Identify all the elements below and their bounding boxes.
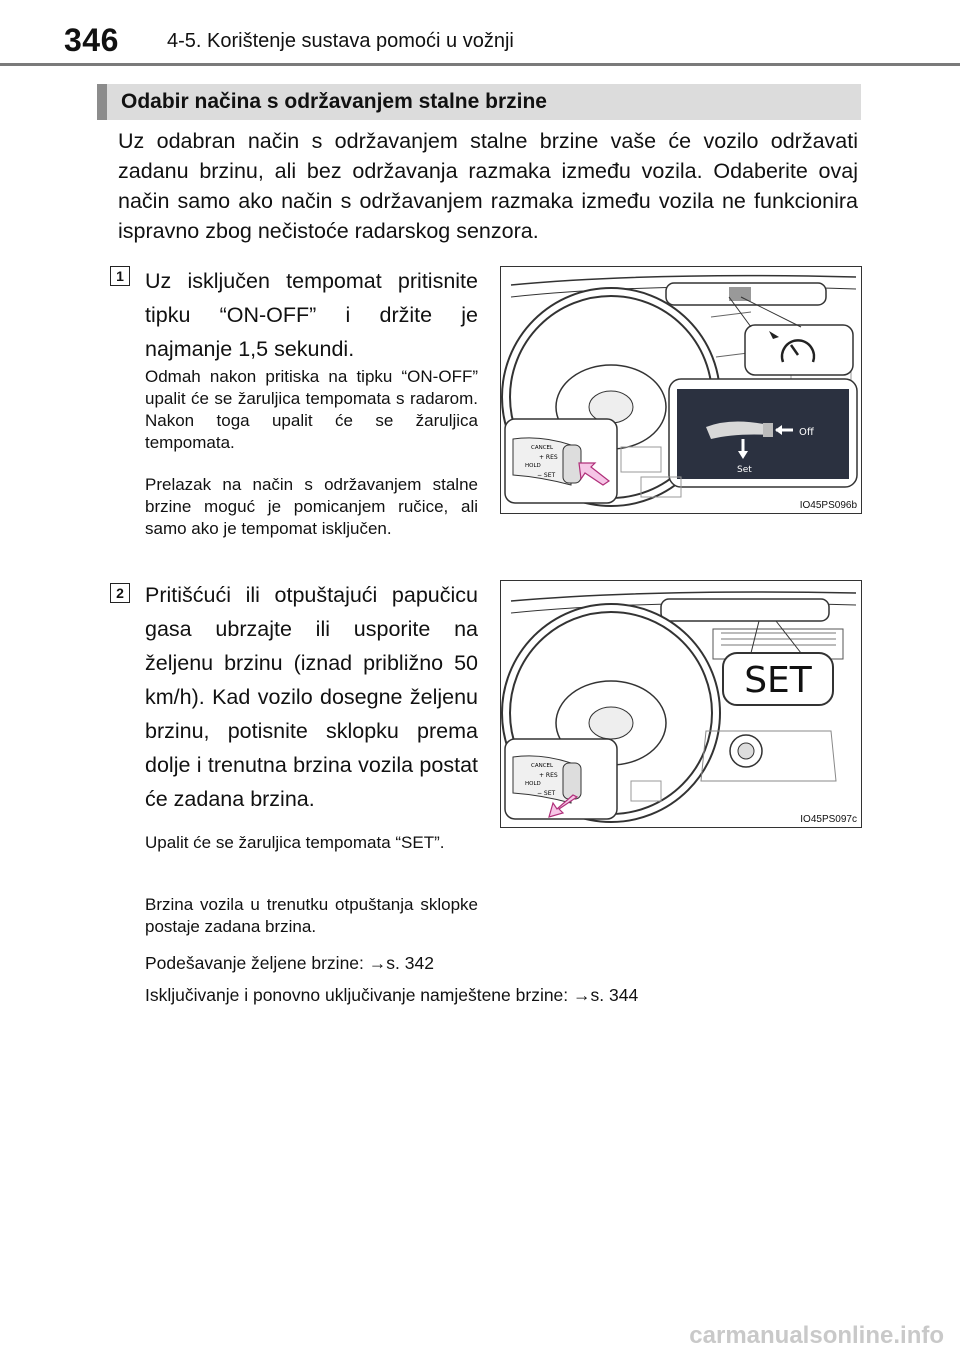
figure-set-switch [500, 580, 862, 828]
step-2-note-2: Brzina vozila u trenutku otpuštanja sklopke postaje zadana brzina. [145, 895, 478, 936]
figure-code-2: IO45PS097c [800, 814, 857, 825]
callout-off-label: Off [799, 427, 814, 438]
callout-set-label: Set [737, 465, 752, 475]
lever2-cancel-label: CANCEL [531, 763, 554, 769]
step-badge-1: 1 [110, 266, 130, 286]
lever-cancel-label: CANCEL [531, 445, 554, 451]
lever2-set-label: − SET [537, 790, 556, 797]
figure-code-1: IO45PS096b [799, 500, 857, 511]
lever-res-label: + RES [539, 454, 558, 461]
lever-set-label: − SET [537, 472, 556, 479]
intro-paragraph: Uz odabran način s održavanjem stalne brzine vaše će vozilo održavati zadanu brzinu, ali bez održavanja razmaka između vozila. Odaberite ovaj način samo ako način s održavanjem razmaka između vozila ne funkcionira ispravno zbog nečistoće radarskog senzora. [118, 129, 858, 243]
header-rule [0, 63, 960, 66]
lever2-res-label: + RES [539, 772, 558, 779]
step-2-instruction: Pritišćući ili otpuštajući papučicu gasa ubrzajte ili usporite na željenu brzinu (iznad približno 50 km/h). Kad vozilo dosegne željenu brzinu, potisnite sklopku prema dolje i trenutna brzina vozila postat će zadana brzina. [145, 583, 478, 811]
step-badge-2: 2 [110, 583, 130, 603]
figure-on-off-button [500, 266, 862, 514]
dashboard-illustration-2 [501, 581, 861, 827]
section-heading-bar [97, 84, 861, 120]
lever2-hold-label: HOLD [525, 781, 541, 787]
step-1-note-2: Prelazak na način s održavanjem stalne brzine moguć je pomicanjem ručice, ali samo ako je tempomat isključen. [145, 475, 478, 538]
chapter-title: 4-5. Korištenje sustava pomoći u vožnji [167, 30, 514, 52]
step-1-note-1: Odmah nakon pritiska na tipku “ON-OFF” upalit će se žaruljica tempomata s radarom. Nakon toga upalit će se žaruljica tempomata. [145, 367, 478, 452]
lever-hold-label: HOLD [525, 463, 541, 469]
watermark: carmanualsonline.info [689, 1322, 944, 1349]
page-number: 346 [64, 22, 119, 58]
reference-cancel-resume: Isključivanje i ponovno uključivanje namještene brzine: →s. 344 [145, 985, 639, 1005]
reference-set-speed: Podešavanje željene brzine: →s. 342 [145, 953, 434, 973]
step-2-note-1: Upalit će se žaruljica tempomata “SET”. [145, 833, 445, 852]
dashboard-illustration-1 [501, 267, 861, 513]
set-indicator-label: SET [744, 660, 812, 701]
step-1-instruction: Uz isključen tempomat pritisnite tipku “ON-OFF” i držite je najmanje 1,5 sekundi. [145, 269, 478, 361]
section-title: Odabir načina s održavanjem stalne brzine [121, 90, 547, 113]
